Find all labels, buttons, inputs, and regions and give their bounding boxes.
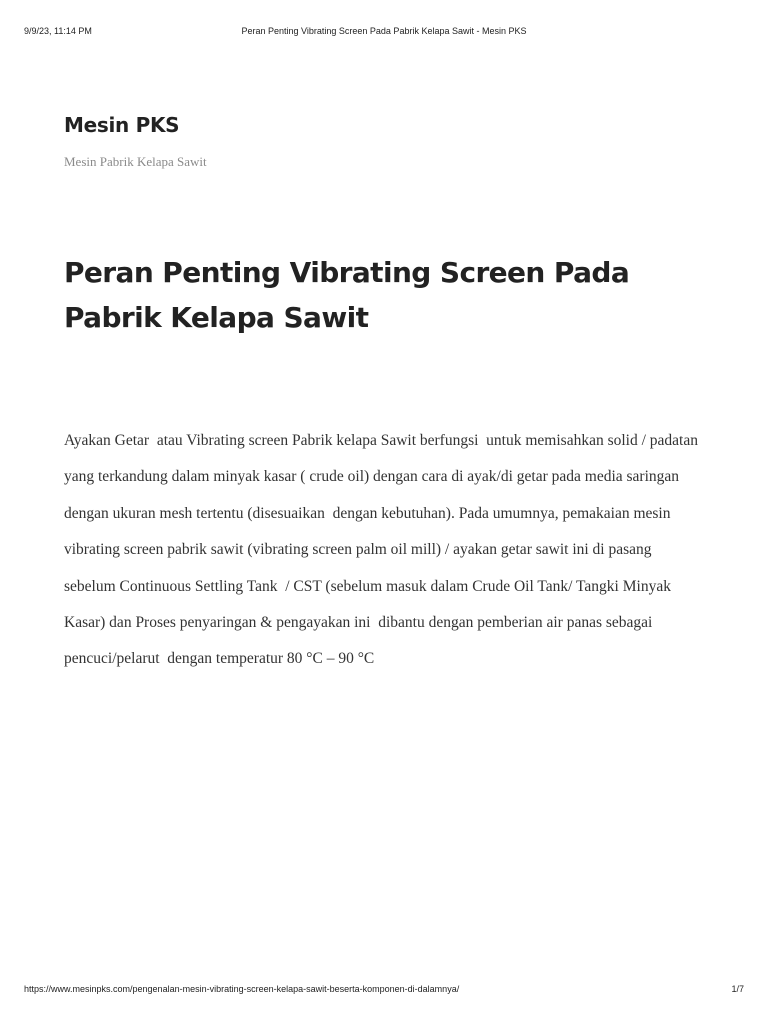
post-body: Ayakan Getar atau Vibrating screen Pabrik kelapa Sawit berfungsi untuk memisahkan solid / padatan yang terkandung dalam minyak kasar ( crude oil) dengan cara di ayak/di getar pada media saringan dengan ukuran mesh tertentu (disesuaikan dengan kebutuhan). Pada umumnya, pemakaian mesin vibrating screen pabrik sawit (vibrating screen palm oil mill) / ayakan getar sawit ini di pasang sebelum Continuous Settling Tank / CST (sebelum masuk dalam Crude Oil Tank/ Tangki Minyak Kasar) dan Proses penyaringan & pengayakan ini dibantu dengan pemberian air panas sebagai pencuci/pelarut dengan temperatur 80 °C – 90 °C — [64, 432, 702, 668]
print-datetime: 9/9/23, 11:14 PM — [24, 26, 92, 36]
print-page-number: 1/7 — [731, 984, 744, 994]
print-footer — [24, 984, 744, 998]
print-url: https://www.mesinpks.com/pengenalan-mesin-vibrating-screen-kelapa-sawit-beserta-komponen-di-dalamnya/ — [24, 984, 460, 994]
print-header — [24, 26, 744, 40]
site-tagline: Mesin Pabrik Kelapa Sawit — [64, 154, 207, 169]
post-title: Peran Penting Vibrating Screen Pada Pabrik Kelapa Sawit — [64, 256, 630, 334]
print-document-title: Peran Penting Vibrating Screen Pada Pabrik Kelapa Sawit - Mesin PKS — [241, 26, 527, 36]
site-title[interactable]: Mesin PKS — [64, 113, 180, 137]
